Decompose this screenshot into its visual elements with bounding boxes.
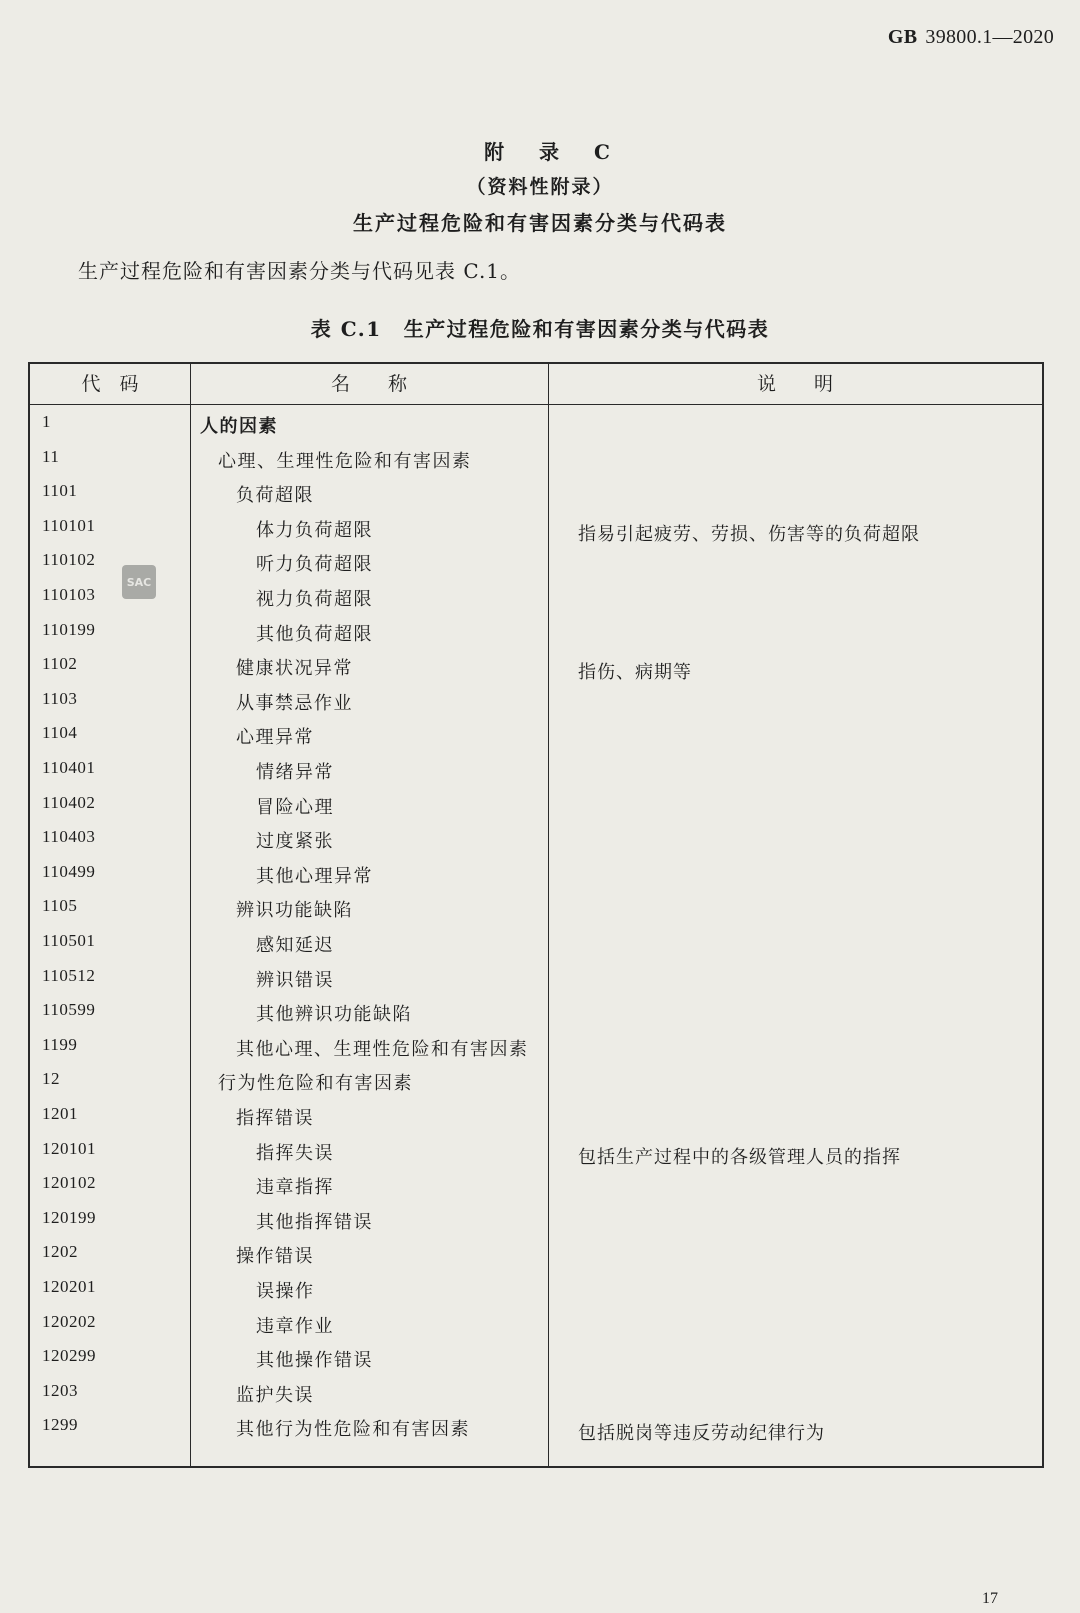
row-name: 其他辨识功能缺陷: [256, 1004, 412, 1026]
row-name: 辨识功能缺陷: [236, 900, 353, 922]
table-row: [30, 789, 1042, 824]
table-row: [30, 996, 1042, 1031]
table-number: 表 C.1: [310, 317, 382, 341]
row-name: 人的因素: [200, 416, 278, 437]
header-name: 名 称: [330, 373, 407, 395]
row-name: 违章指挥: [256, 1177, 334, 1199]
row-name: 监护失误: [236, 1384, 314, 1406]
row-name: 指挥错误: [236, 1108, 314, 1129]
table-row: [30, 1065, 1042, 1100]
table-caption: [0, 313, 1080, 342]
table-row: [30, 1031, 1042, 1066]
row-name: 误操作: [256, 1281, 315, 1302]
row-code: 11: [42, 446, 60, 466]
table-row: [30, 823, 1042, 858]
table-row: [30, 512, 1042, 547]
row-name: 其他心理、生理性危险和有害因素: [236, 1038, 529, 1060]
row-name: 操作错误: [236, 1246, 314, 1268]
row-code: 12: [42, 1069, 60, 1089]
row-name: 从事禁忌作业: [236, 692, 353, 714]
row-code: 1105: [42, 896, 78, 916]
table-row: [30, 1169, 1042, 1204]
row-name: 其他指挥错误: [256, 1211, 373, 1233]
header-divider: [30, 404, 1042, 405]
row-code: 110499: [42, 861, 96, 881]
table-row: [30, 719, 1042, 754]
row-code: 110403: [42, 827, 96, 847]
row-name: 其他负荷超限: [256, 623, 373, 645]
row-name: 指挥失误: [256, 1142, 334, 1164]
page-number: 17: [982, 1590, 998, 1607]
row-code: 110103: [42, 585, 96, 604]
row-name: 感知延迟: [256, 935, 334, 956]
table-row: [30, 685, 1042, 720]
row-code: 1104: [42, 723, 78, 743]
row-name: 其他心理异常: [256, 865, 373, 887]
row-code: 110501: [42, 931, 96, 950]
table-row: [30, 1273, 1042, 1308]
annex-type: （资料性附录）: [466, 176, 614, 198]
row-code: 110199: [42, 619, 96, 639]
table-row: [30, 858, 1042, 893]
row-name: 视力负荷超限: [256, 589, 373, 610]
table-row: [30, 408, 1042, 443]
row-name: 心理、生理性危险和有害因素: [218, 450, 472, 472]
table-row: [30, 650, 1042, 685]
table-row: [30, 927, 1042, 962]
row-name: 辨识错误: [256, 969, 334, 991]
table-row: [30, 1204, 1042, 1239]
row-code: 110101: [42, 515, 96, 535]
row-name: 行为性危险和有害因素: [218, 1073, 413, 1095]
table-row: [30, 546, 1042, 581]
row-name: 其他操作错误: [256, 1350, 373, 1372]
row-code: 120101: [42, 1138, 96, 1158]
row-code: 110512: [42, 965, 96, 985]
row-code: 120299: [42, 1346, 96, 1366]
header-code: 代 码: [81, 373, 139, 395]
row-code: 120202: [42, 1311, 96, 1331]
row-name: 心理异常: [236, 727, 314, 749]
row-code: 120102: [42, 1173, 96, 1193]
row-name: 过度紧张: [256, 831, 334, 853]
row-code: 1103: [42, 688, 78, 708]
row-name: 其他行为性危险和有害因素: [236, 1419, 470, 1441]
table-row: [30, 892, 1042, 927]
table-row: [30, 1238, 1042, 1273]
table-row: [30, 1377, 1042, 1412]
row-code: 110599: [42, 1000, 96, 1020]
watermark-logo: SAC: [122, 565, 156, 599]
row-description: 包括生产过程中的各级管理人员的指挥: [578, 1146, 901, 1168]
row-name: 健康状况异常: [236, 658, 353, 680]
row-code: 110402: [42, 792, 96, 812]
row-description: 指伤、病期等: [578, 662, 692, 684]
row-code: 1101: [42, 481, 78, 501]
hazard-code-table: [28, 362, 1044, 1468]
table-row: [30, 1135, 1042, 1170]
header-description: 说 明: [756, 373, 833, 395]
row-code: 120201: [42, 1277, 96, 1296]
table-row: [30, 1308, 1042, 1343]
row-code: 110401: [42, 758, 96, 777]
row-description: 包括脱岗等违反劳动纪律行为: [578, 1423, 825, 1445]
row-name: 负荷超限: [236, 485, 314, 507]
row-code: 1199: [42, 1034, 78, 1054]
table-row: [30, 581, 1042, 616]
row-description: 指易引起疲劳、劳损、伤害等的负荷超限: [578, 523, 920, 545]
table-row: [30, 1342, 1042, 1377]
row-name: 情绪异常: [256, 762, 334, 783]
row-code: 1203: [42, 1380, 78, 1400]
annex-label: 附 录 C: [484, 140, 624, 164]
annex-title: 生产过程危险和有害因素分类与代码表: [353, 211, 727, 235]
table-title: 生产过程危险和有害因素分类与代码表: [403, 317, 770, 341]
row-name: 听力负荷超限: [256, 554, 373, 576]
table-row: [30, 962, 1042, 997]
standard-number: GB 39800.1—2020: [887, 26, 1054, 48]
table-row: [30, 1411, 1042, 1446]
row-code: 120199: [42, 1207, 96, 1227]
row-code: 110102: [42, 550, 96, 570]
row-name: 冒险心理: [256, 796, 334, 818]
row-name: 体力负荷超限: [256, 519, 373, 541]
row-code: 1299: [42, 1415, 78, 1435]
table-row: [30, 477, 1042, 512]
table-row: [30, 616, 1042, 651]
table-row: [30, 754, 1042, 789]
row-code: 1: [42, 412, 51, 431]
row-name: 违章作业: [256, 1315, 334, 1337]
table-row: [30, 443, 1042, 478]
intro-paragraph: 生产过程危险和有害因素分类与代码见表 C.1。: [78, 259, 522, 283]
table-row: [30, 1100, 1042, 1135]
row-code: 1102: [42, 654, 78, 674]
row-code: 1201: [42, 1104, 78, 1123]
row-code: 1202: [42, 1242, 78, 1262]
